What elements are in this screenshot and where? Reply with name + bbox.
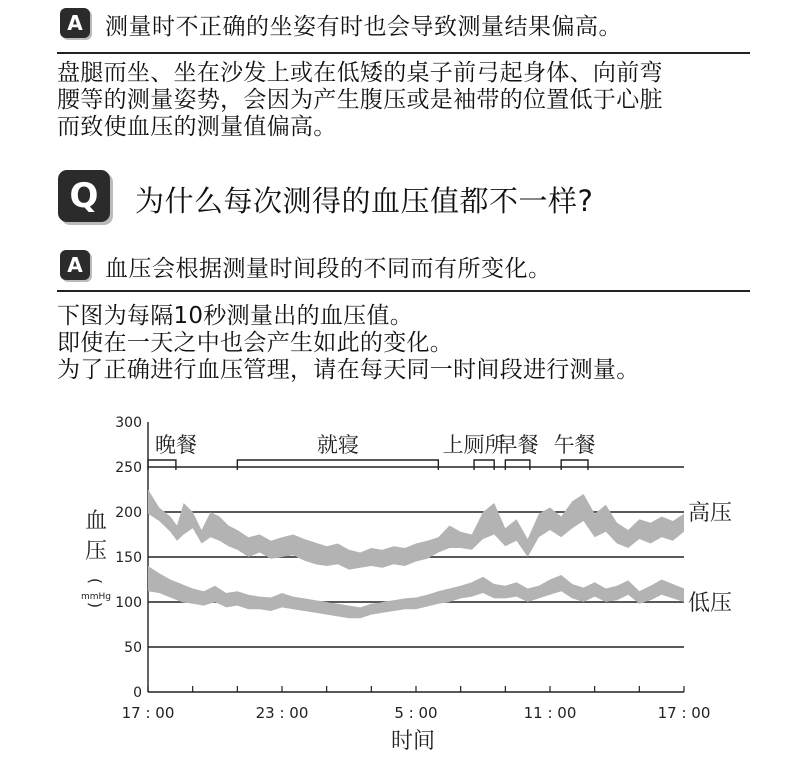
answer-badge: A	[60, 250, 90, 280]
event-label: 午餐	[553, 433, 596, 457]
x-tick-label: 17 : 00	[121, 704, 175, 722]
answer-line: 盘腿而坐、坐在沙发上或在低矮的桌子前弓起身体、向前弯	[57, 60, 663, 86]
y-axis-paren: )	[86, 601, 105, 609]
x-axis-label: 时间	[390, 729, 436, 754]
answer-line: 为了正确进行血压管理，请在每天同一时间段进行测量。	[57, 357, 640, 383]
event-bracket	[237, 460, 438, 470]
answer-line: 而致使血压的测量值偏高。	[57, 114, 337, 140]
y-tick-label: 100	[115, 595, 142, 611]
answer-badge: A	[60, 8, 90, 38]
x-tick-label: 23 : 00	[255, 704, 309, 722]
answer-body	[57, 303, 757, 384]
event-label: 就寝	[316, 433, 359, 457]
y-tick-label: 150	[115, 550, 142, 566]
event-bracket	[561, 460, 588, 470]
answer-body	[57, 60, 757, 141]
y-tick-label: 200	[115, 505, 142, 521]
y-axis-label: 血	[84, 509, 108, 534]
y-axis-unit: mmHg	[80, 592, 112, 602]
blood-pressure-chart	[0, 400, 790, 764]
event-label: 上厕所	[442, 433, 506, 457]
y-axis-label: 压	[84, 539, 108, 564]
answer-line: 即使在一天之中也会产生如此的变化。	[57, 330, 454, 356]
event-bracket	[148, 460, 176, 470]
question-text: 为什么每次测得的血压值都不一样?	[135, 184, 594, 218]
event-label: 晚餐	[155, 433, 197, 457]
answer-line: 腰等的测量姿势，会因为产生腹压或是袖带的位置低于心脏	[57, 87, 663, 113]
divider	[57, 290, 750, 292]
y-tick-label: 0	[133, 685, 142, 701]
event-label: 早餐	[496, 433, 539, 457]
divider	[57, 52, 750, 54]
y-tick-label: 250	[115, 460, 142, 476]
series-label: 低压	[688, 591, 733, 616]
diastolic-band	[148, 566, 684, 618]
answer-heading: 测量时不正确的坐姿有时也会导致测量结果偏高。	[105, 14, 622, 40]
answer-heading: 血压会根据测量时间段的不同而有所变化。	[105, 256, 552, 282]
series-label: 高压	[688, 501, 733, 526]
event-bracket	[505, 460, 530, 470]
y-tick-label: 50	[124, 640, 142, 656]
y-tick-label: 300	[115, 415, 142, 431]
event-bracket	[474, 460, 494, 470]
x-tick-label: 5 : 00	[394, 704, 438, 722]
question-badge: Q	[58, 170, 110, 222]
answer-line: 下图为每隔10秒测量出的血压值。	[57, 303, 414, 329]
x-tick-label: 11 : 00	[523, 704, 577, 722]
x-tick-label: 17 : 00	[657, 704, 711, 722]
y-axis-paren: (	[86, 577, 105, 585]
